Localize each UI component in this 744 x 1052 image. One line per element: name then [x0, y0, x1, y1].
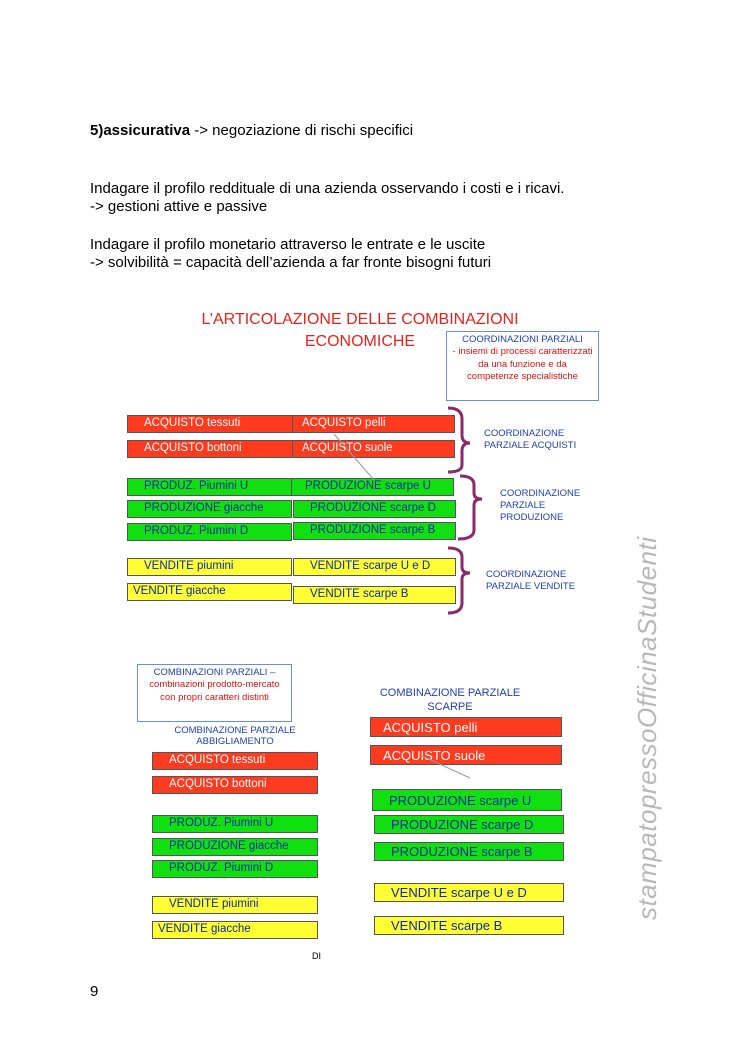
term-assicurativa: 5)assicurativa	[90, 122, 191, 139]
box-vendite-giacche: VENDITE giacche	[127, 583, 292, 601]
connector-line-2	[418, 752, 478, 782]
left-acquisto-bottoni: ACQUISTO bottoni	[152, 776, 318, 794]
right-vendite-scarpe-ud: VENDITE scarpe U e D	[374, 883, 564, 902]
box-produzione-scarpe-u: PRODUZIONE scarpe U	[291, 478, 454, 496]
left-vendite-giacche: VENDITE giacche	[152, 921, 318, 939]
box-produzione-scarpe-d: PRODUZIONE scarpe D	[293, 500, 456, 518]
coord-vendite-label: COORDINAZIONE PARZIALE VENDITE	[486, 569, 576, 592]
brace-produzione	[458, 476, 482, 539]
callout-body: - insiemi di processi caratterizzati da una funzione e da competenze specialistiche	[452, 346, 593, 383]
paragraph-reddituale: Indagare il profilo reddituale di una azienda osservando i costi e i ricavi.	[90, 180, 565, 197]
term-definition: -> negoziazione di rischi specifici	[190, 122, 414, 139]
box-vendite-piumini: VENDITE piumini	[127, 558, 292, 576]
paragraph-assicurativa	[90, 122, 413, 139]
paragraph-gestioni: -> gestioni attive e passive	[90, 198, 268, 215]
watermark-text: stampatopressoOfficinaStudenti	[632, 536, 662, 920]
connector-line	[330, 430, 380, 490]
coord-produzione-label: COORDINAZIONE PARZIALE PRODUZIONE	[500, 488, 581, 523]
box-produz-piumini-d: PRODUZ. Piumini D	[127, 523, 292, 541]
left-acquisto-tessuti: ACQUISTO tessuti	[152, 752, 318, 770]
box-acquisto-bottoni: ACQUISTO bottoni	[127, 440, 293, 458]
left-produz-piumini-u: PRODUZ. Piumini U	[152, 815, 318, 833]
left-title: COMBINAZIONE PARZIALE ABBIGLIAMENTO	[174, 725, 296, 747]
coordinazioni-callout	[446, 331, 599, 401]
callout2-heading: COMBINAZIONI PARZIALI –	[153, 667, 276, 678]
left-vendite-piumini: VENDITE piumini	[152, 896, 318, 914]
box-acquisto-pelli: ACQUISTO pelli	[292, 415, 455, 433]
right-title: COMBINAZIONE PARZIALE SCARPE	[379, 687, 521, 714]
box-produz-piumini-u: PRODUZ. Piumini U	[127, 478, 292, 496]
right-produzione-scarpe-b: PRODUZIONE scarpe B	[374, 842, 564, 861]
box-acquisto-tessuti: ACQUISTO tessuti	[127, 415, 293, 433]
diagram1-title-line1: L’ARTICOLAZIONE DELLE COMBINAZIONI	[201, 311, 519, 328]
right-produzione-scarpe-d: PRODUZIONE scarpe D	[374, 815, 564, 834]
combinazioni-callout	[137, 664, 292, 722]
box-acquisto-suole: ACQUISTO suole	[292, 440, 455, 458]
right-produzione-scarpe-u: PRODUZIONE scarpe U	[372, 789, 562, 811]
box-vendite-scarpe-b: VENDITE scarpe B	[293, 586, 456, 604]
right-acquisto-suole: ACQUISTO suole	[370, 745, 562, 765]
page-number: 9	[90, 983, 99, 1000]
box-produzione-giacche: PRODUZIONE giacche	[127, 500, 292, 518]
box-vendite-scarpe-ud: VENDITE scarpe U e D	[293, 558, 456, 576]
diagram1-title-line2: ECONOMICHE	[304, 332, 416, 350]
box-produzione-scarpe-b: PRODUZIONE scarpe B	[293, 522, 456, 540]
coord-acquisti-label: COORDINAZIONE PARZIALE ACQUISTI	[484, 428, 577, 451]
paragraph-solvibilita: -> solvibilità = capacità dell’azienda a far fronte bisogni futuri	[90, 254, 492, 271]
right-vendite-scarpe-b: VENDITE scarpe B	[374, 916, 564, 935]
callout2-body: combinazioni prodotto-mercato con propri caratteri distinti	[149, 679, 280, 703]
braces-graphic	[446, 405, 486, 617]
callout-heading: COORDINAZIONI PARZIALI	[462, 334, 583, 345]
footer-mark: DI	[312, 951, 321, 961]
brace-vendite	[448, 548, 470, 613]
left-produz-piumini-d: PRODUZ. Piumini D	[152, 860, 318, 878]
brace-acquisti	[448, 408, 470, 472]
paragraph-monetario: Indagare il profilo monetario attraverso le entrate e le uscite	[90, 236, 486, 253]
right-acquisto-pelli: ACQUISTO pelli	[370, 717, 562, 737]
left-produzione-giacche: PRODUZIONE giacche	[152, 838, 318, 856]
